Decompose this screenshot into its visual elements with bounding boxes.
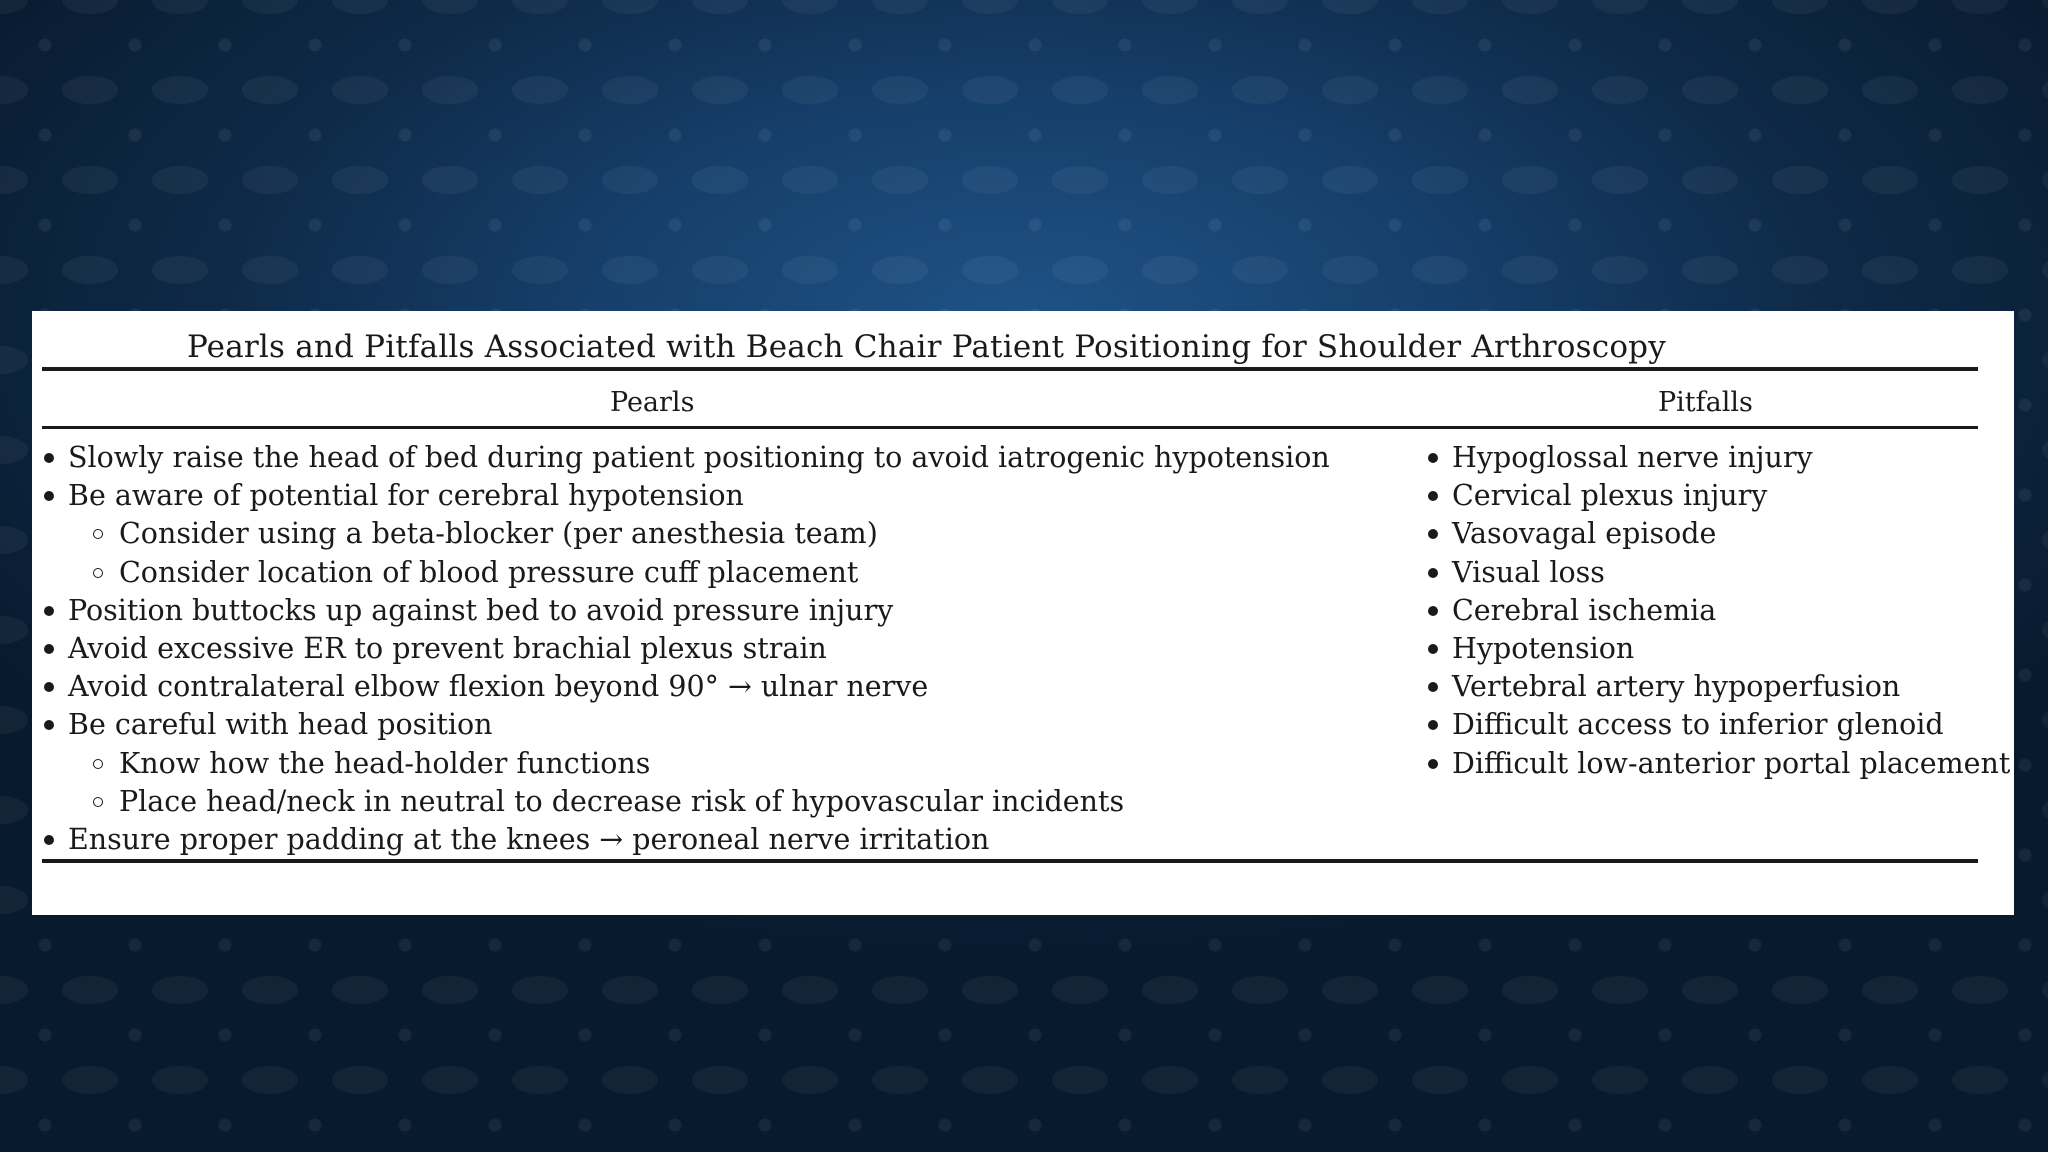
pearl-text: Be careful with head position — [68, 708, 493, 742]
pearl-text: Avoid contralateral elbow flexion beyond 90° → ulnar nerve — [68, 670, 929, 704]
pearls-list — [44, 439, 1330, 859]
pearl-text: Position buttocks up against bed to avoid pressure injury — [68, 593, 894, 627]
bullet-icon — [44, 644, 54, 654]
bullet-icon — [1428, 529, 1438, 539]
pearl-text: Avoid excessive ER to prevent brachial plexus strain — [68, 631, 827, 665]
bullet-icon — [1428, 568, 1438, 578]
bullet-icon — [1428, 759, 1438, 769]
pearl-text: Consider using a beta-blocker (per anesthesia team) — [119, 517, 878, 551]
pitfalls-list — [1428, 439, 2010, 783]
hollow-bullet-icon — [93, 759, 103, 769]
pearl-item — [44, 439, 1330, 477]
pearl-item — [44, 477, 1330, 515]
table-top-rule — [42, 367, 1978, 371]
pitfall-item — [1428, 668, 2010, 706]
bullet-icon — [1428, 682, 1438, 692]
pitfall-text: Cervical plexus injury — [1452, 479, 1768, 513]
pearl-text: Place head/neck in neutral to decrease risk of hypovascular incidents — [119, 784, 1125, 818]
table-header-rule — [42, 426, 1978, 429]
pearl-subitem — [44, 783, 1330, 821]
hollow-bullet-icon — [93, 797, 103, 807]
pitfall-text: Difficult low-anterior portal placement — [1452, 746, 2011, 780]
pearls-column-header: Pearls — [610, 387, 695, 418]
pitfall-text: Vasovagal episode — [1452, 517, 1717, 551]
pitfalls-column-header: Pitfalls — [1658, 387, 1753, 418]
bullet-icon — [1428, 720, 1438, 730]
bullet-icon — [44, 682, 54, 692]
pitfall-item — [1428, 706, 2010, 744]
pitfall-item — [1428, 630, 2010, 668]
hollow-bullet-icon — [93, 568, 103, 578]
bullet-icon — [1428, 453, 1438, 463]
pearl-text: Know how the head-holder functions — [119, 746, 651, 780]
pearl-subitem — [44, 745, 1330, 783]
pearl-item — [44, 821, 1330, 859]
pitfall-item — [1428, 439, 2010, 477]
pitfall-text: Vertebral artery hypoperfusion — [1452, 670, 1901, 704]
pitfall-text: Hypotension — [1452, 631, 1635, 665]
bullet-icon — [1428, 606, 1438, 616]
pearl-item — [44, 706, 1330, 744]
bullet-icon — [44, 835, 54, 845]
pitfall-text: Cerebral ischemia — [1452, 593, 1717, 627]
pitfall-text: Hypoglossal nerve injury — [1452, 441, 1813, 474]
pitfall-item — [1428, 515, 2010, 553]
table-bottom-rule — [42, 859, 1978, 863]
pearl-text: Be aware of potential for cerebral hypotension — [68, 479, 744, 513]
pearl-item — [44, 592, 1330, 630]
pearl-subitem — [44, 515, 1330, 553]
pearl-text: Ensure proper padding at the knees → peroneal nerve irritation — [68, 822, 990, 856]
pitfall-item — [1428, 592, 2010, 630]
pitfall-text: Difficult access to inferior glenoid — [1452, 708, 1944, 742]
pearl-subitem — [44, 554, 1330, 592]
pitfall-item — [1428, 477, 2010, 515]
bullet-icon — [44, 491, 54, 501]
bullet-icon — [44, 720, 54, 730]
hollow-bullet-icon — [93, 529, 103, 539]
pearl-item — [44, 630, 1330, 668]
pitfall-item — [1428, 745, 2010, 783]
pitfall-item — [1428, 554, 2010, 592]
table-title: Pearls and Pitfalls Associated with Beach Chair Patient Positioning for Shoulder Arthroscopy — [187, 329, 1666, 365]
pitfall-text: Visual loss — [1452, 555, 1605, 589]
table-panel — [32, 311, 2014, 915]
pearl-item — [44, 668, 1330, 706]
bullet-icon — [1428, 491, 1438, 501]
bullet-icon — [44, 606, 54, 616]
pearl-text: Consider location of blood pressure cuff placement — [119, 555, 859, 589]
pearl-text: Slowly raise the head of bed during patient positioning to avoid iatrogenic hypotension — [68, 441, 1330, 474]
bullet-icon — [1428, 644, 1438, 654]
bullet-icon — [44, 453, 54, 463]
